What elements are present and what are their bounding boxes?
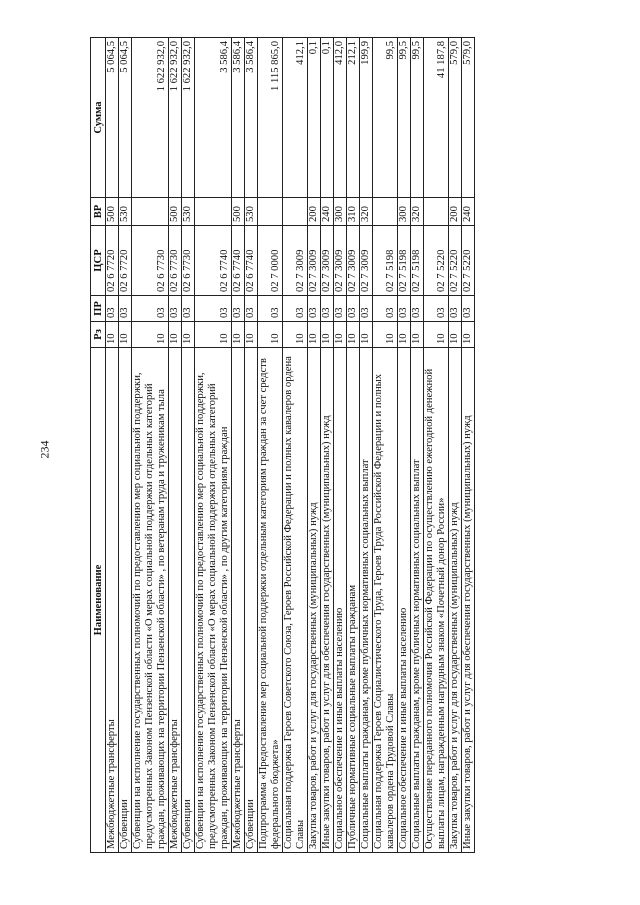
cell-pr: 03	[334, 296, 347, 322]
cell-vr: 240	[321, 198, 334, 226]
cell-name: Публичные нормативные социальные выплаты гражданам	[347, 348, 360, 853]
table-row	[334, 38, 347, 853]
cell-vr: 200	[449, 198, 462, 226]
header-vr: ВР	[91, 198, 106, 226]
cell-name: Иные закупки товаров, работ и услуг для обеспечения государственных (муниципальных) нужд	[321, 348, 334, 853]
cell-vr: 530	[182, 198, 195, 226]
cell-pr: 03	[360, 296, 373, 322]
table-row	[373, 38, 398, 853]
cell-name: Закупка товаров, работ и услуг для государственных (муниципальных) нужд	[308, 348, 321, 853]
cell-sum: 1 622 932,0	[169, 38, 182, 198]
cell-vr: 200	[308, 198, 321, 226]
cell-rz: 10	[373, 322, 398, 348]
cell-sum: 41 187,8	[424, 38, 449, 198]
cell-csr: 02 7 3009	[283, 226, 308, 296]
table-row	[283, 38, 308, 853]
table-row	[347, 38, 360, 853]
cell-csr: 02 6 7740	[245, 226, 258, 296]
cell-pr: 03	[462, 296, 475, 322]
cell-sum: 412,1	[283, 38, 308, 198]
cell-pr: 03	[119, 296, 132, 322]
cell-csr: 02 6 7740	[195, 226, 232, 296]
cell-csr: 02 7 5220	[462, 226, 475, 296]
cell-rz: 10	[462, 322, 475, 348]
cell-sum: 99,5	[398, 38, 411, 198]
table-body	[106, 38, 475, 853]
page-number: 234	[37, 440, 52, 459]
table-row	[308, 38, 321, 853]
cell-sum: 1 115 865,0	[258, 38, 283, 198]
cell-sum: 0,1	[321, 38, 334, 198]
cell-vr: 300	[334, 198, 347, 226]
cell-csr: 02 7 5198	[373, 226, 398, 296]
cell-csr: 02 7 5220	[449, 226, 462, 296]
cell-csr: 02 6 7720	[106, 226, 119, 296]
cell-name: Социальные выплаты гражданам, кроме публичных нормативных социальных выплат	[411, 348, 424, 853]
cell-pr: 03	[411, 296, 424, 322]
cell-sum: 412,0	[334, 38, 347, 198]
cell-rz: 10	[321, 322, 334, 348]
cell-csr: 02 7 5220	[424, 226, 449, 296]
cell-name: Межбюджетные трансферты	[169, 348, 182, 853]
cell-pr: 03	[449, 296, 462, 322]
cell-rz: 10	[169, 322, 182, 348]
cell-rz: 10	[308, 322, 321, 348]
cell-name: Иные закупки товаров, работ и услуг для обеспечения государственных (муниципальных) нужд	[462, 348, 475, 853]
cell-vr	[195, 198, 232, 226]
cell-name: Субвенции	[245, 348, 258, 853]
cell-pr: 03	[195, 296, 232, 322]
cell-vr	[132, 198, 169, 226]
cell-vr: 500	[106, 198, 119, 226]
cell-rz: 10	[182, 322, 195, 348]
cell-name: Субвенции на исполнение государственных полномочий по предоставлению мер социальной поддержки, предусмотренных Законом Пензенской области «О мерах социальной поддержки отдельных категорий граждан, проживающих на территории Пензенской области» , по другим категориям граждан	[195, 348, 232, 853]
cell-pr: 03	[232, 296, 245, 322]
cell-csr: 02 7 5198	[411, 226, 424, 296]
cell-rz: 10	[449, 322, 462, 348]
table-row	[360, 38, 373, 853]
cell-csr: 02 7 3009	[347, 226, 360, 296]
cell-csr: 02 7 3009	[308, 226, 321, 296]
cell-pr: 03	[308, 296, 321, 322]
cell-vr	[283, 198, 308, 226]
table-row	[258, 38, 283, 853]
cell-rz: 10	[360, 322, 373, 348]
cell-sum: 579,0	[449, 38, 462, 198]
table-row	[195, 38, 232, 853]
table-header-row	[91, 38, 106, 853]
cell-pr: 03	[182, 296, 195, 322]
table-row	[424, 38, 449, 853]
cell-pr: 03	[321, 296, 334, 322]
cell-csr: 02 7 3009	[360, 226, 373, 296]
cell-sum: 3 586,4	[232, 38, 245, 198]
cell-csr: 02 7 3009	[334, 226, 347, 296]
cell-pr: 03	[283, 296, 308, 322]
cell-name: Социальная поддержка Героев Социалистического Труда, Героев Труда Российской Федерации и полных кавалеров ордена Трудовой Славы	[373, 348, 398, 853]
cell-pr: 03	[169, 296, 182, 322]
cell-rz: 10	[411, 322, 424, 348]
cell-name: Межбюджетные трансферты	[232, 348, 245, 853]
cell-name: Социальные выплаты гражданам, кроме публичных нормативных социальных выплат	[360, 348, 373, 853]
cell-vr: 320	[360, 198, 373, 226]
table-row	[119, 38, 132, 853]
cell-csr: 02 6 7730	[182, 226, 195, 296]
cell-pr: 03	[424, 296, 449, 322]
cell-vr: 300	[398, 198, 411, 226]
table-row	[132, 38, 169, 853]
cell-pr: 03	[347, 296, 360, 322]
cell-pr: 03	[132, 296, 169, 322]
cell-name: Социальное обеспечение и иные выплаты населению	[334, 348, 347, 853]
cell-rz: 10	[283, 322, 308, 348]
cell-sum: 212,1	[347, 38, 360, 198]
table-row	[398, 38, 411, 853]
table-row	[462, 38, 475, 853]
cell-rz: 10	[245, 322, 258, 348]
cell-rz: 10	[258, 322, 283, 348]
cell-rz: 10	[334, 322, 347, 348]
header-pr: ПР	[91, 296, 106, 322]
cell-rz: 10	[106, 322, 119, 348]
cell-name: Подпрограмма «Предоставление мер социальной поддержки отдельным категориям граждан за счет средств федерального бюджета»	[258, 348, 283, 853]
header-rz: Рз	[91, 322, 106, 348]
cell-csr: 02 6 7720	[119, 226, 132, 296]
cell-rz: 10	[232, 322, 245, 348]
cell-vr: 530	[119, 198, 132, 226]
cell-pr: 03	[245, 296, 258, 322]
cell-name: Социальная поддержка Героев Советского Союза, Героев Российской Федерации и полных кавалеров ордена Славы	[283, 348, 308, 853]
cell-csr: 02 7 5198	[398, 226, 411, 296]
cell-rz: 10	[398, 322, 411, 348]
cell-name: Субвенции	[119, 348, 132, 853]
table-row	[232, 38, 245, 853]
cell-sum: 99,5	[411, 38, 424, 198]
table-row	[411, 38, 424, 853]
cell-pr: 03	[106, 296, 119, 322]
cell-vr: 500	[169, 198, 182, 226]
cell-csr: 02 7 0000	[258, 226, 283, 296]
cell-sum: 3 586,4	[245, 38, 258, 198]
table-row	[321, 38, 334, 853]
table-row	[182, 38, 195, 853]
table-row	[106, 38, 119, 853]
cell-sum: 0,1	[308, 38, 321, 198]
cell-pr: 03	[398, 296, 411, 322]
cell-sum: 1 622 932,0	[182, 38, 195, 198]
cell-vr	[373, 198, 398, 226]
cell-sum: 3 586,4	[195, 38, 232, 198]
cell-vr: 240	[462, 198, 475, 226]
cell-sum: 5 064,5	[106, 38, 119, 198]
cell-name: Осуществление переданного полномочия Российской Федерации по осуществлению ежегодной денежной выплаты лицам, награжденным нагрудным знаком «Почетный донор России»	[424, 348, 449, 853]
table-row	[245, 38, 258, 853]
cell-pr: 03	[258, 296, 283, 322]
cell-sum: 99,5	[373, 38, 398, 198]
rotated-page-content	[90, 38, 585, 853]
cell-csr: 02 7 3009	[321, 226, 334, 296]
cell-vr	[424, 198, 449, 226]
budget-table	[90, 37, 475, 853]
cell-vr: 530	[245, 198, 258, 226]
table-row	[449, 38, 462, 853]
cell-name: Закупка товаров, работ и услуг для государственных (муниципальных) нужд	[449, 348, 462, 853]
cell-csr: 02 6 7740	[232, 226, 245, 296]
cell-sum: 579,0	[462, 38, 475, 198]
cell-sum: 1 622 932,0	[132, 38, 169, 198]
cell-vr: 320	[411, 198, 424, 226]
cell-name: Субвенции на исполнение государственных полномочий по предоставлению мер социальной поддержки, предусмотренных Законом Пензенской области «О мерах социальной поддержки отдельных категорий граждан, проживающих на территории Пензенской области» , по ветеранам труда и труженикам тыла	[132, 348, 169, 853]
cell-sum: 199,9	[360, 38, 373, 198]
cell-csr: 02 6 7730	[132, 226, 169, 296]
cell-name: Субвенции	[182, 348, 195, 853]
cell-pr: 03	[373, 296, 398, 322]
cell-name: Межбюджетные трансферты	[106, 348, 119, 853]
cell-rz: 10	[347, 322, 360, 348]
header-name: Наименование	[91, 348, 106, 853]
cell-rz: 10	[195, 322, 232, 348]
cell-vr: 310	[347, 198, 360, 226]
cell-csr: 02 6 7730	[169, 226, 182, 296]
cell-rz: 10	[119, 322, 132, 348]
table-row	[169, 38, 182, 853]
cell-vr	[258, 198, 283, 226]
cell-name: Социальное обеспечение и иные выплаты населению	[398, 348, 411, 853]
header-csr: ЦСР	[91, 226, 106, 296]
cell-rz: 10	[424, 322, 449, 348]
cell-rz: 10	[132, 322, 169, 348]
cell-sum: 5 064,5	[119, 38, 132, 198]
cell-vr: 500	[232, 198, 245, 226]
header-sum: Сумма	[91, 38, 106, 198]
